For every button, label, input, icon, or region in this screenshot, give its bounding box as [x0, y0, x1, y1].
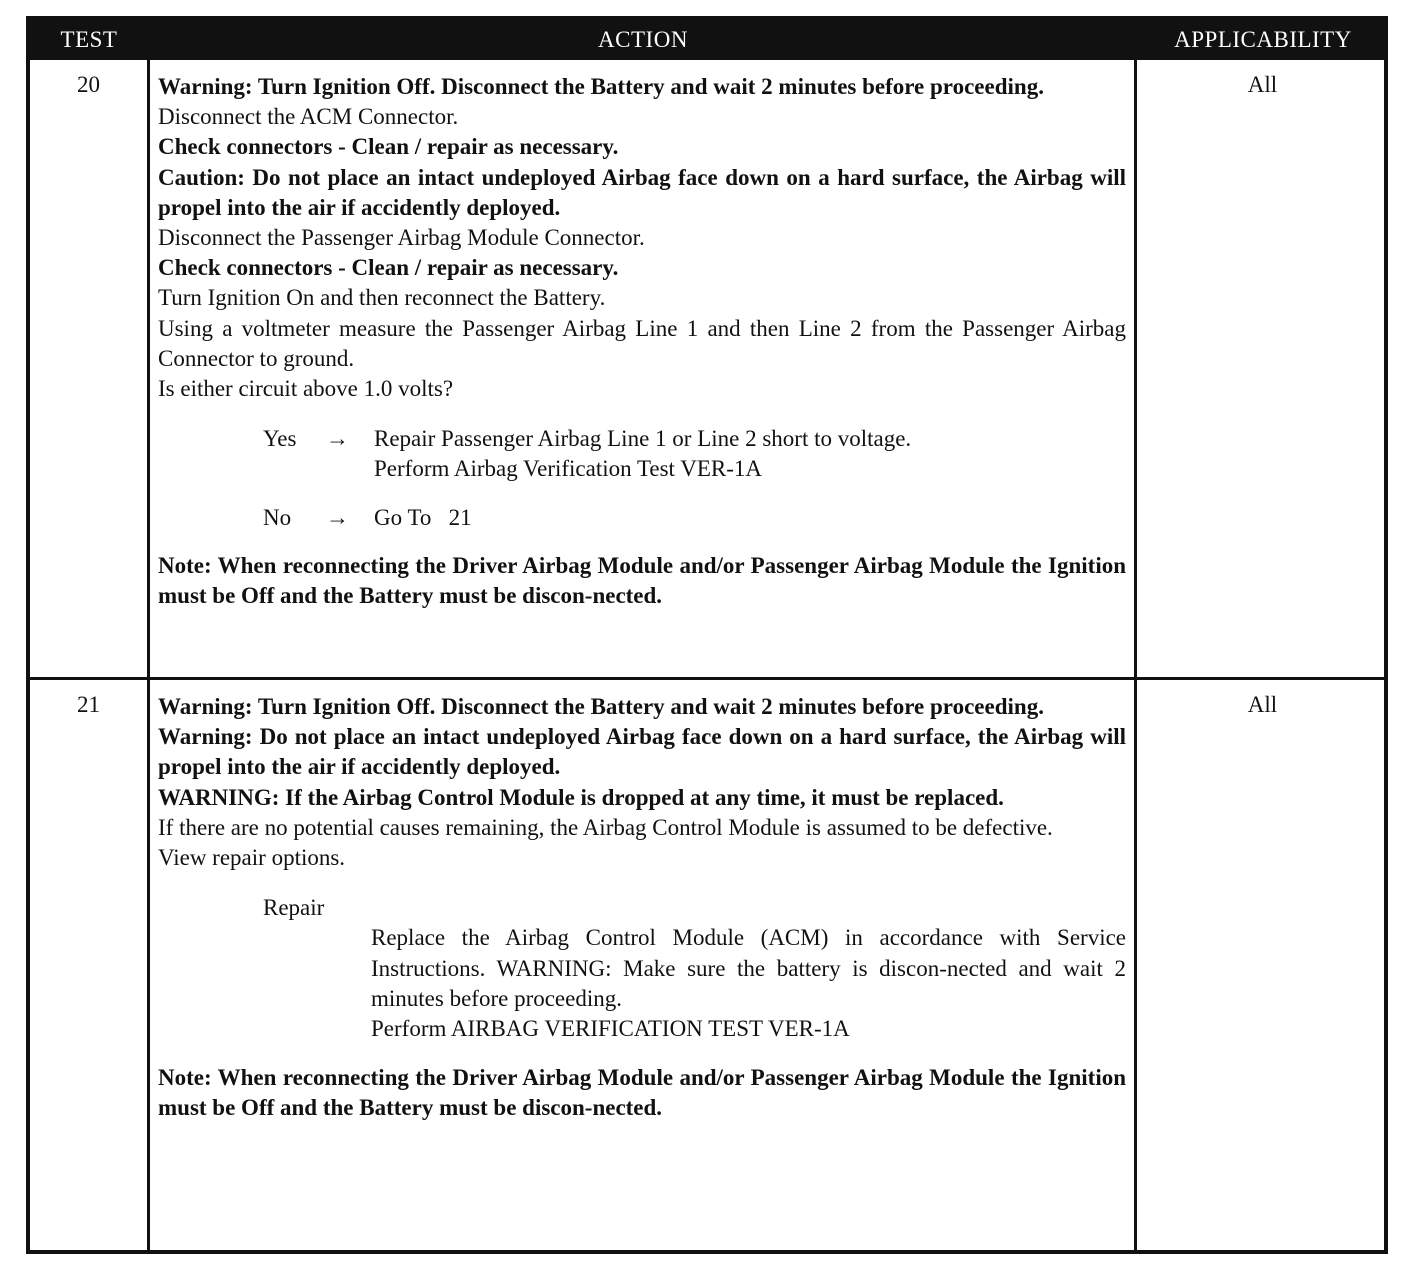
- arrow-icon: →: [326, 505, 349, 531]
- applicability-value: All: [1247, 72, 1278, 97]
- question-text: Is either circuit above 1.0 volts?: [158, 376, 454, 402]
- note-text: Note: When reconnecting the Driver Airbag Module and/or Passenger Airbag Module the Ignition must be Off and the Battery must be discon-nected.: [158, 553, 1126, 609]
- action-cell: [158, 72, 1126, 612]
- repair-perform-text: Perform AIRBAG VERIFICATION TEST VER-1A: [371, 1016, 850, 1042]
- header-applicability: APPLICABILITY: [1174, 27, 1352, 52]
- no-option: [158, 503, 1126, 533]
- yes-label: Yes: [263, 426, 297, 452]
- no-label: No: [263, 505, 292, 531]
- test-number: 20: [77, 72, 100, 97]
- diagnostic-table: [26, 16, 1388, 1254]
- warning-text: Warning: Turn Ignition Off. Disconnect the Battery and wait 2 minutes before proceeding.: [158, 694, 1044, 719]
- caution-text: Caution: Do not place an intact undeployed Airbag face down on a hard surface, the Airbag will propel into the air if accidently deployed.: [158, 164, 1126, 220]
- instruction-text: Turn Ignition On and then reconnect the Battery.: [158, 285, 606, 311]
- repair-text: Replace the Airbag Control Module (ACM) in accordance with Service Instructions. WARNING: Make sure the battery is discon-nected and wait 2 minutes before proceeding.: [371, 925, 1126, 1011]
- yes-result: [374, 424, 1126, 484]
- instruction-text: Disconnect the ACM Connector.: [158, 104, 459, 130]
- arrow-icon: →: [326, 426, 349, 452]
- warning-text: WARNING: If the Airbag Control Module is dropped at any time, it must be replaced.: [158, 784, 1004, 810]
- yes-option: [158, 424, 1126, 484]
- applicability-value: All: [1247, 692, 1278, 717]
- table-row: [30, 60, 1384, 677]
- instruction-text: If there are no potential causes remaining, the Airbag Control Module is assumed to be defective.: [158, 814, 1053, 840]
- test-number: 21: [77, 692, 100, 717]
- warning-text: Warning: Turn Ignition Off. Disconnect the Battery and wait 2 minutes before proceeding.: [158, 74, 1044, 99]
- instruction-text: View repair options.: [158, 845, 346, 871]
- table-row: [30, 680, 1384, 1250]
- note-text: Note: When reconnecting the Driver Airbag Module and/or Passenger Airbag Module the Ignition must be Off and the Battery must be discon-nected.: [158, 1065, 1126, 1121]
- check-text: Check connectors - Clean / repair as necessary.: [158, 134, 619, 160]
- header-test: TEST: [60, 27, 118, 52]
- instruction-text: Disconnect the Passenger Airbag Module Connector.: [158, 225, 645, 251]
- no-result: Go To 21: [374, 505, 472, 531]
- header-action: ACTION: [598, 27, 688, 52]
- instruction-text: Using a voltmeter measure the Passenger Airbag Line 1 and then Line 2 from the Passenger Airbag Connector to ground.: [158, 315, 1126, 371]
- repair-label: Repair: [263, 895, 325, 921]
- action-cell: [158, 692, 1126, 1124]
- table-header: [30, 20, 1384, 60]
- check-text: Check connectors - Clean / repair as necessary.: [158, 255, 619, 281]
- warning-text: Warning: Do not place an intact undeployed Airbag face down on a hard surface, the Airbag will propel into the air if accidently deployed.: [158, 724, 1126, 780]
- yes-result-line: Repair Passenger Airbag Line 1 or Line 2 short to voltage.: [374, 426, 912, 452]
- yes-result-line: Perform Airbag Verification Test VER-1A: [374, 456, 763, 482]
